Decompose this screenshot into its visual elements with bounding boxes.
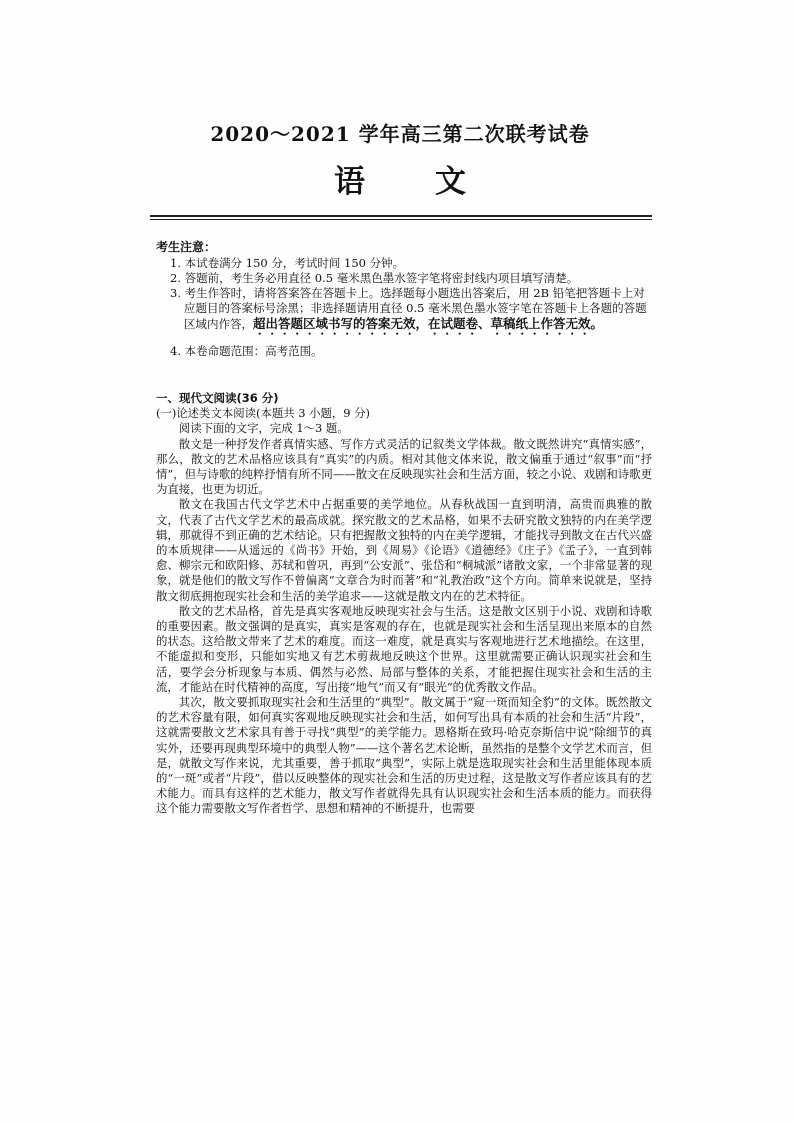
note-item-3: [156, 286, 656, 338]
passage-paragraph-2: 散文在我国古代文学艺术中占据重要的美学地位。从春秋战国一直到明清，高贵而典雅的散文，代表了古代文学艺术的最高成就。探究散文的艺术品格，如果不去研究散文独特的内在美学逻辑，那就得不到正确的艺术结论。只有把握散文独特的内在美学逻辑，才能找寻到散文在古代兴盛的本质规律——从遥远的《尚书》开始，到《周易》《论语》《道德经》《庄子》《孟子》，一直到韩愈、柳宗元和欧阳修、苏轼和曾巩，再到“公安派”、张岱和“桐城派”诸散文家，一个非常显著的现象，就是他们的散文写作不曾偏离“文章合为时而著”和“礼教治政”这个方向。简单来说就是，坚持散文彻底拥抱现实社会和生活的美学追求——这就是散文内在的艺术特征。: [156, 497, 652, 603]
subject-title: [150, 156, 650, 201]
reading-instruction: 阅读下面的文字，完成 1～3 题。: [178, 421, 349, 436]
passage-paragraph-1: 散文是一种抒发作者真情实感、写作方式灵活的记叙类文学体裁。散文既然讲究“真情实感”，那么，散文的艺术品格应该具有“真实”的内质。相对其他文体来说，散文偏重于通过“叙事”而“抒情”，但与诗歌的纯粹抒情有所不同——散文在反映现实社会和生活方面，较之小说、戏剧和诗歌更为直接，也更为切近。: [156, 436, 652, 497]
note-item-3-text: 3. 考生作答时，请将答案答在答题卡上。选择题每小题选出答案后，用 2B 铅笔把答题卡上对应题目的答案标号涂黑；非选择题请用直径 0.5 毫米黑色墨水签字笔在答题卡上各题的答题区域内作答，: [170, 286, 647, 331]
exam-title: 2020～2021 学年高三第二次联考试卷: [210, 122, 590, 146]
candidate-notes: [156, 240, 656, 359]
note-item-1: 1. 本试卷满分 150 分，考试时间 150 分钟。: [170, 256, 405, 270]
section-subheading: (一)论述类文本阅读(本题共 3 小题，9 分): [156, 406, 370, 421]
reading-section: [156, 391, 652, 817]
notes-heading: 考生注意：: [156, 240, 217, 254]
subject-char-1: 语: [334, 164, 365, 200]
subject-char-2: 文: [435, 164, 466, 200]
note-item-2: 2. 答题前，考生务必用直径 0.5 毫米黑色墨水签字笔将密封线内项目填写清楚。: [170, 271, 579, 285]
section-heading: 一、现代文阅读(36 分): [156, 391, 279, 405]
note-item-4: 4. 本卷命题范围：高考范围。: [170, 344, 323, 358]
header-rule-thick: [150, 215, 652, 217]
note-item-3-emphasis: 超出答题区域书写的答案无效，在试题卷、草稿纸上作答无效。: [253, 316, 604, 331]
passage-paragraph-4: 其次，散文要抓取现实社会和生活里的“典型”。散文属于“窥一斑而知全豹”的文体。既然散文的艺术容量有限，如何真实客观地反映现实社会和生活，如何写出具有本质的社会和生活“片段”，这就需要散文艺术家具有善于寻找“典型”的美学能力。恩格斯在致玛·哈克奈斯信中说“除细节的真实外，还要再现典型环境中的典型人物”——这个著名艺术论断，虽然指的是整个文学艺术而言，但是，就散文写作来说，尤其重要，善于抓取“典型”，实际上就是选取现实社会和生活里能体现本质的“一斑”或者“片段”，借以反映整体的现实社会和生活的历史过程，这是散文写作者应该具有的艺术能力。而具有这样的艺术能力，散文写作者就得先具有认识现实社会和生活本质的能力。而获得这个能力需要散文写作者哲学、思想和精神的不断提升，也需要: [156, 695, 652, 816]
header-rule-thin: [150, 219, 652, 220]
passage-paragraph-3: 散文的艺术品格，首先是真实客观地反映现实社会与生活。这是散文区别于小说、戏剧和诗歌的重要因素。散文强调的是真实，真实是客观的存在，也就是现实社会和生活呈现出来原本的自然的状态。这给散文带来了艺术的难度。而这一难度，就是真实与客观地进行艺术地描绘。在这里，不能虚拟和变形，只能如实地又有艺术剪裁地反映这个世界。这里就需要正确认识现实社会和生活，要学会分析现象与本质、偶然与必然、局部与整体的关系，才能把握住现实社会和生活的主流，才能站在时代精神的高度，写出接“地气”而又有“眼光”的优秀散文作品。: [156, 603, 652, 694]
